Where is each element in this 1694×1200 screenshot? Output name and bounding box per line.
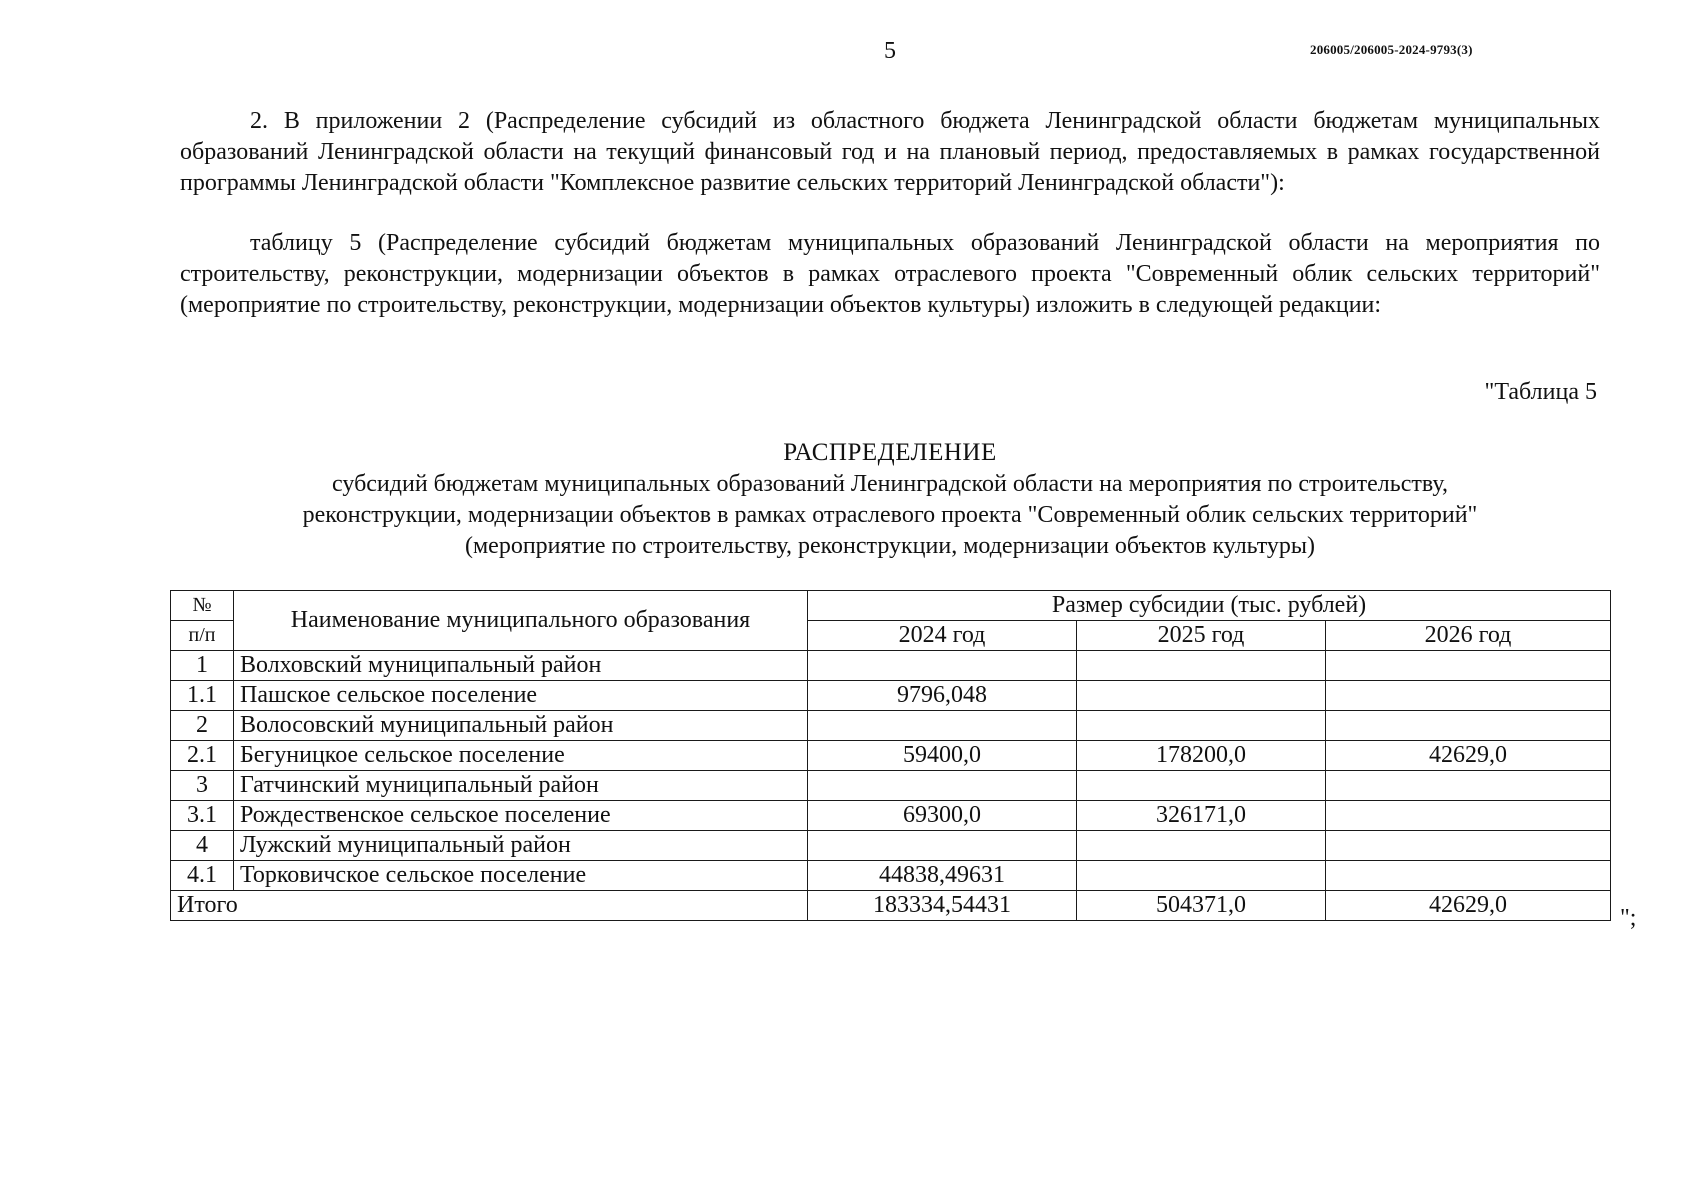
row-value-2025 — [1077, 861, 1326, 891]
header-name: Наименование муниципального образования — [234, 591, 808, 651]
row-value-2025 — [1077, 711, 1326, 741]
total-value-2024: 183334,54431 — [808, 891, 1077, 921]
table-header-row-1 — [171, 591, 1611, 621]
table-reference: "Таблица 5 — [1484, 379, 1597, 405]
total-value-2026: 42629,0 — [1326, 891, 1611, 921]
row-value-2026 — [1326, 651, 1611, 681]
row-value-2024: 69300,0 — [808, 801, 1077, 831]
table-row — [171, 831, 1611, 861]
row-value-2024: 9796,048 — [808, 681, 1077, 711]
row-value-2026 — [1326, 711, 1611, 741]
row-name: Гатчинский муниципальный район — [234, 771, 808, 801]
row-name: Лужский муниципальный район — [234, 831, 808, 861]
row-value-2025: 178200,0 — [1077, 741, 1326, 771]
total-label: Итого — [171, 891, 808, 921]
header-num-top: № — [171, 591, 234, 621]
row-value-2024 — [808, 771, 1077, 801]
row-number: 2.1 — [171, 741, 234, 771]
header-subsidy: Размер субсидии (тыс. рублей) — [808, 591, 1611, 621]
paragraph-table-instruction: таблицу 5 (Распределение субсидий бюджетам муниципальных образований Ленинградской области на мероприятия по строительству, реконструкции, модернизации объектов в рамках отраслевого проекта "Современный облик сельских территорий" (мероприятие по строительству, реконструкции, модернизации объектов культуры) изложить в следующей редакции: — [180, 230, 1600, 318]
row-value-2024 — [808, 651, 1077, 681]
table-total-row — [171, 891, 1611, 921]
table-subtitle-line-1: субсидий бюджетам муниципальных образований Ленинградской области на мероприятия по строительству, — [332, 471, 1448, 497]
row-value-2025 — [1077, 831, 1326, 861]
table-row — [171, 801, 1611, 831]
row-value-2026 — [1326, 681, 1611, 711]
table-subtitle-line-3: (мероприятие по строительству, реконструкции, модернизации объектов культуры) — [464, 533, 1316, 559]
row-value-2025 — [1077, 771, 1326, 801]
row-name: Волховский муниципальный район — [234, 651, 808, 681]
closing-quote-mark: "; — [1620, 905, 1637, 931]
total-value-2025: 504371,0 — [1077, 891, 1326, 921]
row-value-2025 — [1077, 681, 1326, 711]
row-name: Пашское сельское поселение — [234, 681, 808, 711]
header-year-2026: 2026 год — [1326, 621, 1611, 651]
document-code: 206005/206005-2024-9793(3) — [1310, 42, 1473, 57]
row-value-2025 — [1077, 651, 1326, 681]
table-subtitle-line-2: реконструкции, модернизации объектов в рамках отраслевого проекта "Современный облик сельских территорий" — [302, 502, 1478, 528]
table-row — [171, 861, 1611, 891]
row-number: 3 — [171, 771, 234, 801]
header-num-bottom: п/п — [171, 621, 234, 651]
row-number: 1.1 — [171, 681, 234, 711]
page-number: 5 — [884, 38, 896, 64]
row-value-2026 — [1326, 831, 1611, 861]
row-value-2024: 44838,49631 — [808, 861, 1077, 891]
row-name: Торковичское сельское поселение — [234, 861, 808, 891]
row-value-2024 — [808, 711, 1077, 741]
row-value-2024 — [808, 831, 1077, 861]
header-year-2025: 2025 год — [1077, 621, 1326, 651]
row-number: 1 — [171, 651, 234, 681]
row-number: 3.1 — [171, 801, 234, 831]
row-number: 4.1 — [171, 861, 234, 891]
row-name: Рождественское сельское поселение — [234, 801, 808, 831]
row-value-2026 — [1326, 801, 1611, 831]
row-value-2025: 326171,0 — [1077, 801, 1326, 831]
table-title-block — [180, 437, 1600, 562]
paragraph-amendment-intro: 2. В приложении 2 (Распределение субсидий из областного бюджета Ленинградской области бюджетам муниципальных образований Ленинградской области на текущий финансовый год и на плановый период, предоставляемых в рамках государственной программы Ленинградской области "Комплексное развитие сельских территорий Ленинградской области"): — [180, 108, 1600, 196]
row-value-2026 — [1326, 771, 1611, 801]
table-row — [171, 681, 1611, 711]
row-name: Волосовский муниципальный район — [234, 711, 808, 741]
row-value-2026 — [1326, 861, 1611, 891]
row-number: 4 — [171, 831, 234, 861]
table-row — [171, 711, 1611, 741]
row-number: 2 — [171, 711, 234, 741]
row-name: Бегуницкое сельское поселение — [234, 741, 808, 771]
table-row — [171, 741, 1611, 771]
row-value-2024: 59400,0 — [808, 741, 1077, 771]
row-value-2026: 42629,0 — [1326, 741, 1611, 771]
table-title: РАСПРЕДЕЛЕНИЕ — [783, 439, 997, 466]
subsidy-table — [170, 590, 1611, 921]
table-row — [171, 651, 1611, 681]
header-year-2024: 2024 год — [808, 621, 1077, 651]
table-row — [171, 771, 1611, 801]
